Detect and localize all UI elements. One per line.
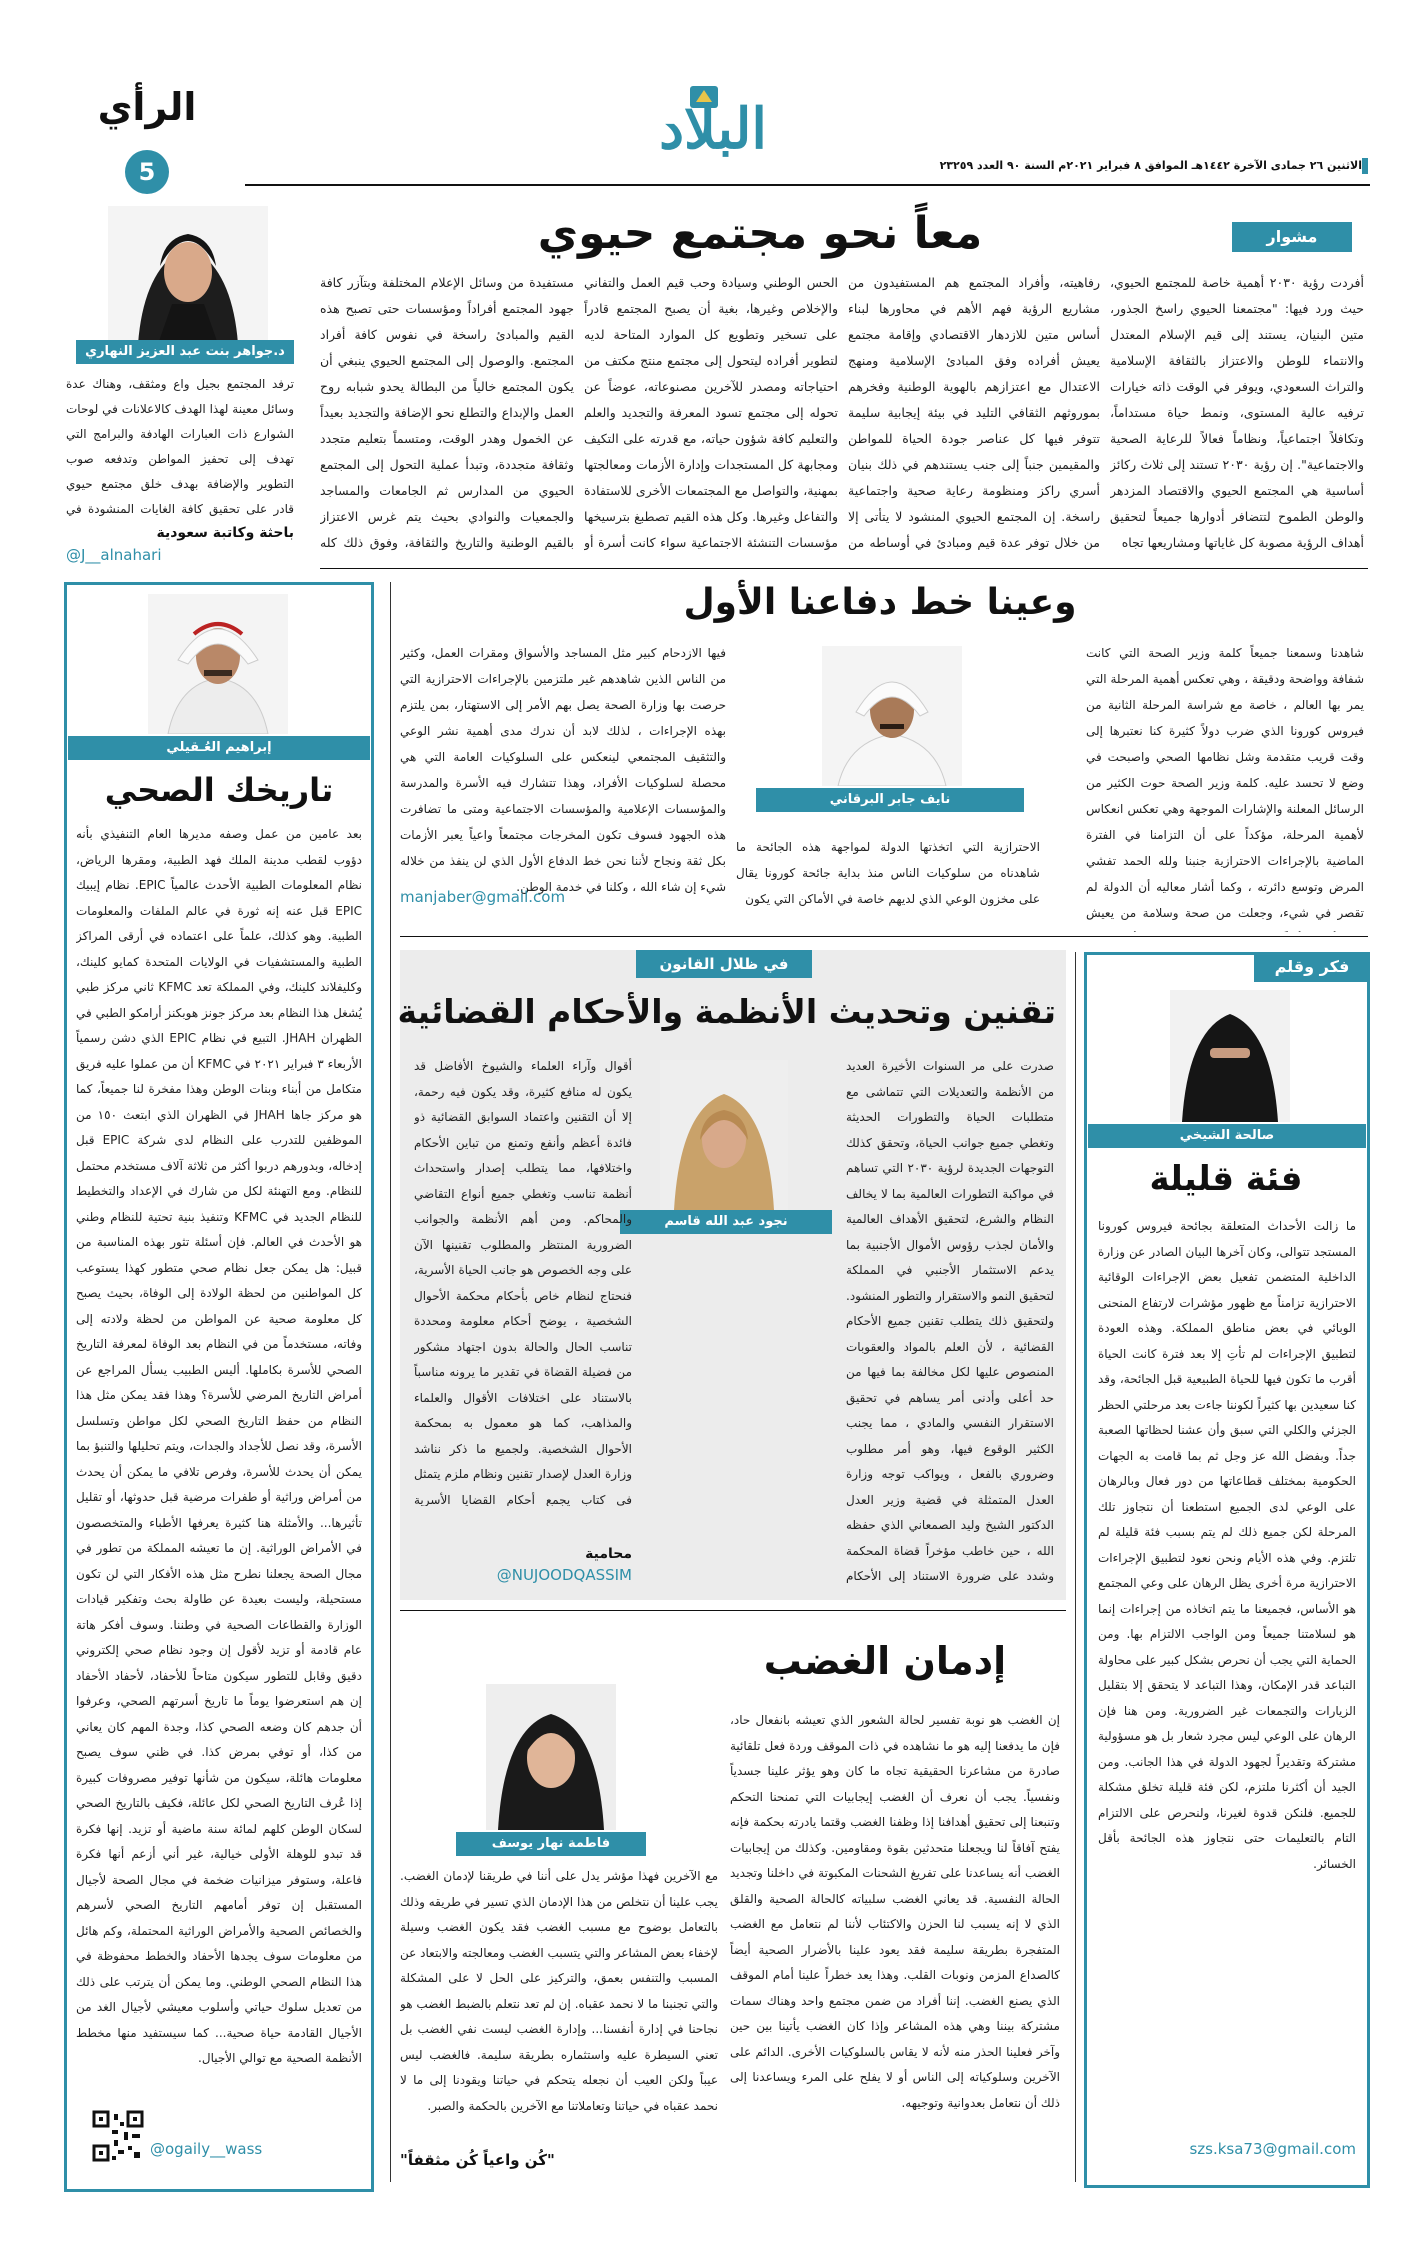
article5-author: نجود عبد الله قاسم [620,1210,832,1234]
logo [638,82,788,162]
article3-photo [148,594,288,734]
page-number: 5 [125,150,169,194]
date-line-accent [1362,158,1368,174]
article6-col-right: إن الغضب هو نوبة تفسير لحالة الشعور الذي تعيشه بانفعال حاد، فإن ما يدفعنا إليه هو ما نشاهده في ذات الموقف وردة فعل تلقائية صادرة من مشاعرنا الحقيقية تجاه ما كان وهو يؤثر علينا جسدياً ونفسياً. يجب أن نعرف أن الغضب إيجابيات التي تمنحنا التحكم وتنبعنا إلى تحقيق أهدافنا إذا وظفنا الغضب وقتما يادرته بحكمة فإنه يفتح آفاقاً لنا ويجعلنا متحدثين بقوة ومقاومين. وكذلك من إيجابيات الغضب أنه يساعدنا على تفريغ الشحنات المكبوتة في داخلنا وتجديد الحالة النفسية. قد يعاني الغضب سلبياته كالحالة الصحية والقلق الذي لا إنه يسبب لنا الحزن والاكتئاب لأننا لم نتعامل مع الغضب المتفجرة بطريقة سليمة فقد يعود علينا بالأضرار الصحية أيضاً كالصداع المزمن ونوبات القلب. وهذا يعد خطراً علينا أمام الموقف الذي يصنع الغضب. إننا أفراد من ضمن مجتمع واحد وهناك سمات مشتركة بيننا وهي هذه المشاعر وإذا كان الغضب يأتينا بين حين وآخر فعلينا الحذر منه لأنه لا يقاس بالسلوكيات الأخرى. الدائم على الآخرين وسلوكياته إلى الناس أو لا يفلح على المرء ويساعدنا إلى ذلك أن نتعامل بعدوانية وتوجيهه. [730,1713,1060,2110]
columnist-photo [108,206,268,344]
article2-col-left: فيها الازدحام كبير مثل المساجد والأسواق ومقرات العمل، وكثير من الناس الذين شاهدهم غير ملتزمين بالإجراءات الاحترازية التي حرصت بها وزارة الصحة يصل بهم الأمر إلى الاستهتار، بمن يلتزم بهذه الإجراءات ، لذلك لابد أن ندرك مدى أهمية نشر الوعي والتثقيف المجتمعي لينعكس على السلوكيات العامة التي هي محصلة لسلوكيات الأفراد، وهذا تتشارك فيه الأسرة والمدرسة والمؤسسات الإعلامية والمؤسسات الاجتماعية ومتى ما تضافرت هذه الجهود فسوف تكون المخرجات مجتمعاً واعياً يعبر الأزمات بكل ثقة ونجاح لأننا نحن خط الدفاع الأول الذي لن ينفذ من خلاله شيء إن شاء الله ، وكلنا في خدمة الوطن. [400,646,726,894]
masthead-rule [245,184,1370,186]
article3-body: بعد عامين من عمل وصفه مديرها العام التنفيذي بأنه دؤوب لقطب مدينة الملك فهد الطبية، ومقرها الرياض، نظام المعلومات الطبية الأحدث عالمياً EPIC. نظام إيبيك EPIC قبل عنه إنه ثورة في عالم الملفات والمعلومات الطبية. وهو كذلك، علماً على اعتماده في أرقى المراكز الطبية والمستشفيات في الولايات المتحدة كمايو كلينك، وكليفلاند كلينك، وفي المملكة تعد KFMC ثاني مركز طبي يُشغل هذا النظام بعد مركز جونز هوبكنز أرامكو الطبي في الظهران JHAH. التبيع في نظام EPIC الذي دشن رسمياً الأربعاء ٣ فبراير ٢٠٢١ في KFMC أن من عملوا عليه فريق متكامل من أبناء وبنات الوطن وهذا مفخرة لنا جميعاً، كما هو مركز جاها JHAH في الظهران الذي ابتعث ١٥٠ من الموظفين للتدرب على النظام لدى شركة EPIC قبل إدخاله، وبدورهم دربوا أكثر من ثلاثة آلاف مستخدم محتمل للنظام. ومع التهنئة لكل من شارك في الإعداد والتخطيط للنظام الجديد في KFMC وتنفيذ بنية تحتية للنظام وطني هو الأحدث في العالم. فإن أسئلة تثور بهذه المناسبة من قبيل: هل يمكن جعل نظام صحي متطور كهذا يستوعب كل المواطنين من لحظة الولادة إلى الوفاة، بحيث يصبح كل معلومة صحية عن المواطن من لحظة ولادته إلى وفاته، مستخدماً من في النظام بعد الوفاة لمعرفة التاريخ الصحي للأسرة بكاملها. أليس الطبيب يسأل المراجع عن أمراض التاريخ المرضي للأسرة؟ وهذا فقد يمكن مثل هذا النظام من حفظ التاريخ الصحي لكل مواطن وتسلسل الأسرة، وقد نصل للأجداد والجدات، ويتم تحليلها والتنبؤ بما يمكن أن يحدث للأسرة، وفرص تلافي ما يمكن أن يحدث من أمراض وراثية أو طفرات مرضية قبل حدوثها، أو تقليل تأثيرها... والأمثلة هنا كثيرة يعرفها الأطباء والمتخصصون في الأمراض الوراثية. إن ما تعيشه المملكة من تطور في مجال الصحة يجعلنا نطرح مثل هذه الأفكار التي لن تكون مستحيلة، وليست بعيدة عن طاولة بحث وتفكير قيادات الوزارة والقطاعات الصحية في وطننا. وسوف أفكر هاتة عام قادمة أو تزيد لأقول إن وجود نظام صحي إلكتروني دقيق وقابل للتطور سيكون متاحاً للأحفاد، لأحفاد الأحفاد إن هم استعرضوا يوماً ما تاريخ أسرتهم الصحي، وعرفوا أن جدهم كان وضعه الصحي كذا، وجدة المهم كان يعاني من كذا، أو توفي بمرض كذا. في ظني سوف يصبح معلومات هائلة، سيكون من شأنها توفير مصروفات كبيرة إذا عُرف التاريخ الصحي لكل عائلة، فكيف بالتاريخ الصحي لسكان الوطن كلهم لمائة سنة ماضية أو تزيد. إنها فكرة قد تبدو للوهلة الأولى خيالية، غير أني أزعم أنها فكرة فاعلة، وستوفر ميزانيات ضخمة في مجال الصحة لأجيال المستقبل إن توفر أمامهم التاريخ الصحي لأسرهم والخصائص الصحية والأمراض الوراثية المحتملة، وكم هائل من معلومات سوف يجدها الأحفاد والخطط محفوظة في هذا النظام الصحي الوطني. وما يمكن أن يترتب على ذلك من تعديل سلوك حياتي وأسلوب معيشي لأجيال الغد من الأجيال القادمة حياة صحية... كما سيستفيد منها مخطط الأنظمة الصحية مع توالي الأجيال. [76,827,362,2065]
article1-col2: رفاهيته، وأفراد المجتمع هم المستفيدون من مشاريع الرؤية فهم الأهم في محاورها لبناء أساس متين للازدهار الاقتصادي وإقامة مجتمع يعيش أفراده وفق المبادئ الإسلامية ومنهج الاعتدال مع اعتزازهم بالهوية الوطنية وفخرهم بموروثهم الثقافي التليد في بيئة إيجابية سليمة تتوفر فيها كل عناصر جودة الحياة للمواطن والمقيمين جنباً إلى جنب يستندهم في ذلك بنيان أسري راكز ومنظومة رعاية صحية واجتماعية راسخة. إن المجتمع الحيوي المنشود لا يتأتى إلا من خلال توفر عدة قيم ومبادئ في أوساطه من [848,275,1100,550]
article1-title: معاً نحو مجتمع حيوي [537,208,983,259]
separator [390,582,391,2182]
article4-tag: فكر وقلم [1254,952,1370,982]
article5-bottom-rule [400,1610,1066,1611]
qr-code[interactable] [92,2110,144,2162]
article2-email[interactable]: manjaber@gmail.com [400,888,566,906]
article6-author: فاطمة نهار يوسف [456,1832,646,1856]
article4-body: ما زالت الأحداث المتعلقة بجائحة فيروس كورونا المستجد تتوالى، وكان آخرها البيان الصادر عن وزارة الداخلية المتضمن تفعيل بعض الإجراءات الوقائية الاحترازية تزامناً مع ظهور مؤشرات لارتفاع المنحنى الوبائي في بعض مناطق المملكة. وهذه العودة لتطبيق الإجراءات لم تأتِ إلا بعد فترة كانت الحياة أقرب ما تكون فيها للحياة الطبيعية قبل الجائحة، وقد كنا سعيدين بها كثيراً لكوننا جاءت بعد مرحلتي الحظر الجزئي والكلي التي سبق وأن عشنا لحظاتها الصعبة جداً. وبفضل الله عز وجل ثم بما قامت به الجهات الحكومية بمختلف قطاعاتها من دور فعال وبالرهان على الوعي لدى الجميع استطعنا أن نتجاوز تلك المرحلة لكن جميع ذلك لم يتم بسبب فئة قليلة لم تلتزم. وفي هذه الأيام ونحن نعود لتطبيق الإجراءات الاحترازية مرة أخرى يظل الرهان على وعي المجتمع هو الأساس، فجميعنا ما يتم اتخاذه من إجراءات إنما هو لسلامتنا جميعاً ومن الواجب الالتزام بها. ومن الحماية التي يجب أن نحرص بشكل كبير على محاولة التباعد قدر الإمكان، وهذا التباعد لا يتحقق إلا بتقليل الزيارات والتجمعات غير الضرورية. ومن هنا فإن الرهان على الوعي ليس مجرد شعار بل هو مسؤولية مشتركة وتقديراً لجهود الدولة في هذا الجانب. ومن الجيد أن أكثرنا ملتزم، لكن فئة قليلة تخلق مشكلة للجميع. فلنكن قدوة لغيرنا، ولنحرص على الالتزام التام بالتعليمات حتى نتجاوز هذه الجائحة بأقل الخسائر. [1098,1219,1356,1871]
article5-role: محامية [585,1546,632,1562]
article2-col-right: شاهدنا وسمعنا جميعاً كلمة وزير الصحة التي كانت شفافة وواضحة ودقيقة ، وهي تعكس أهمية المرحلة التي يمر بها العالم ، خاصة مع شراسة المرحلة الثانية من فيروس كورونا الذي ضرب دولاً كثيرة كنا نعتبرها إلى وقت قريب متقدمة وشل نظامها الصحي واصبحت في وضع لا تحسد عليه. كلمة وزير الصحة حوت الكثير من الرسائل المعلنة والإشارات الموجهة وهي تعكس انعكاس لأهمية المرحلة، مؤكداً على أن التزامنا في الفترة الماضية بالإجراءات الاحترازية جنبنا ولله الحمد تفشي المرض وتوسع دائرته ، وكما أشار معاليه أن الدولة لم تقصر في شيء، وجعلت من صحة وسلامة من يعيش [1086,646,1364,920]
article1-tag: مشوار [1232,222,1352,252]
article4-email[interactable]: szs.ksa73@gmail.com [1189,2140,1356,2158]
article2-title: وعينا خط دفاعنا الأول [683,582,1077,623]
article4-title: فئة قليلة [1149,1159,1303,1199]
article3-author: إبراهيم العُـقيلي [68,736,370,760]
columnist-name: د.جواهر بنت عبد العزيز النهاري [76,340,294,364]
article2-photo [822,646,962,786]
article6-title: إدمان الغضب [763,1639,1007,1683]
article6-photo [486,1684,616,1830]
article5-tag: في ظلال القانون [636,950,812,978]
article1-col1: أفردت رؤية ٢٠٣٠ أهمية خاصة للمجتمع الحيوي، حيث ورد فيها: "مجتمعنا الحيوي راسخ الجذور، متين البنيان، يستند إلى قيم الإسلام المعتدل والانتماء للوطن والاعتزاز بالثقافة الإسلامية والتراث السعودي، ويوفر في الوقت ذاته خيارات ترفيه عالية المستوى، ونمط حياة مستداماً، وتكافلاً اجتماعياً، ونظاماً فعالاً للرعاية الصحية والاجتماعية". إن رؤية ٢٠٣٠ تستند إلى ثلاث ركائز أساسية هي المجتمع الحيوي والاقتصاد المزدهر والوطن الطموح لتتضافر أدوارها جميعاً لتحقيق أهداف الرؤية مصوبة كل غاياتها ومشاريعها تجاه [1110,275,1364,550]
columnist-handle[interactable]: @J__alnahari [66,546,162,564]
article2-bottom-rule [400,936,1368,937]
qr-code-icon [92,2110,144,2162]
columnist-bio: ترفد المجتمع بجيل واع ومثقف، وهناك عدة وسائل معينة لهذا الهدف كالاعلانات في لوحات الشوارع ذات العبارات الهادفة والبرامج التي تهدف إلى تحفيز المواطن وتدفعه صوب التطوير والإضافة بهدف خلق مجتمع حيوي قادر على تحقيق كافة الغايات المنشودة في [66,377,294,516]
article6-quote: "كُن واعياً كُن مثقفاً" [400,2151,555,2169]
article5-col-left: أقوال وآراء العلماء والشيوخ الأفاضل قد يكون له منافع كثيرة، وقد يكون فيه رحمة، إلا أن التقنين واعتماد السوابق القضائية ذو فائدة أعظم وأنفع وتمنع من تباين الأحكام واختلافها، مما يتطلب إصدار واستحداث أنظمة تناسب وتغطي جميع أنواع التقاضي والمحاكم. ومن أهم الأنظمة والجوانب الضرورية المنتظر والمطلوب تقنينها الآن على وجه الخصوص هو جانب الحياة الأسرية، فنحتاج لنظام خاص بأحكام محكمة الأحوال الشخصية ، يوضح أحكام معلومة ومحددة تناسب الحال والحالة بدون اجتهاد مشكور من فضيلة القضاة في تقدير ما يرونه مناسباً بالاستناد على اختلافات الأقوال والعلماء والمذاهب، كما هو معمول به بمحكمة الأحوال الشخصية. ولجميع ما ذكر نناشد وزارة العدل لإصدار تقنين ونظام ملزم يتمثل في كتاب يجمع أحكام القضايا الأسرية [414,1059,632,1506]
columnist-role: باحثة وكاتبة سعودية [156,525,294,541]
article5-col-right: صدرت على مر السنوات الأخيرة العديد من الأنظمة والتعديلات التي تتماشى مع متطلبات الحياة والتطورات الحديثة وتغطي جميع جوانب الحياة، وتحقق كذلك التوجهات الجديدة لرؤية ٢٠٣٠ التي تساهم في مواكبة التطورات العالمية بما لا يخالف النظام والشرع، لتحقيق الأهداف العالمية والأمان لجذب رؤوس الأموال الأجنبية بما يدعم الاستثمار الأجنبي في المملكة لتحقيق النمو والاستقرار والتطور المنشود. ولتحقيق ذلك يتطلب تقنين جميع الأحكام القضائية ، لأن العلم بالمواد والعقوبات المنصوص عليها لكل مخالفة بما فيها من حد أعلى وأدنى أمر يساهم في تحقيق الاستقرار النفسي والمادي ، مما يجنب الكثير الوقوع فيها، وهو أمر مطلوب وضروري بالفعل ، ويواكب توجه وزارة العدل المتمثلة في قضية وزير العدل الدكتور الشيخ وليد الصمعاني الذي حفظه الله ، حين خاطب مؤخراً قضاة المحكمة وشدد على ضرورة الاستناد إلى الأحكام [846,1059,1054,1583]
article4-photo [1170,990,1290,1122]
article3-handle[interactable]: @ogaily__wass [150,2140,263,2158]
logo-text: البلاد [659,96,767,162]
article6-col-left: مع الآخرين فهذا مؤشر يدل على أننا في طريقنا لإدمان الغضب. يجب علينا أن نتخلص من هذا الإدمان الذي تسير في طريقه وذلك بالتعامل بوضوح مع مسبب الغضب فقد يكون الغضب وسيلة لإخفاء بعض المشاعر والتي يتسبب الغضب ومعالجته والابتعاد عن المسبب والتنفس بعمق، والتركيز على الحل لا على المشكلة والتي تجنبنا ما لا نحمد عقباه. إن لم تعد نتعلم بالضبط الغضب هو نجاحنا في إدارة أنفسنا... وإدارة الغضب ليست نفي الغضب بل تعني السيطرة عليه واستثماره بطريقة سليمة. فالغضب ليس عيباً ولكن العيب أن نجعله يتحكم في حياتنا ويقودنا إلى ما لا نحمد عقباه في حياتنا وتعاملاتنا مع الآخرين بالحكمة والصبر. [400,1869,718,2113]
masthead [0,0,1420,200]
article5-title: تقنين وتحديث الأنظمة والأحكام القضائية [397,992,1056,1031]
article4-author: صالحة الشيخي [1088,1124,1366,1148]
article5-photo [660,1060,788,1210]
article2-author: نايف جابر البرقاني [756,788,1024,812]
article5-handle[interactable]: @NUJOODQASSIM [496,1566,632,1584]
date-line: الاثنين ٢٦ جمادى الآخرة ١٤٤٢هـ الموافق ٨ فبراير ٢٠٢١م السنة ٩٠ العدد ٢٣٢٥٩ [939,159,1362,172]
section-title: الرأي [97,85,197,129]
article1-bottom-rule [320,568,1368,569]
article1-col4: مستفيدة من وسائل الإعلام المختلفة وبتآزر كافة جهود المجتمع أفراداً ومؤسسات حتى تصبح هذه القيم والمبادئ راسخة في نفوس كافة أفراد المجتمع. والوصول إلى المجتمع الحيوي ينبغي أن يكون المجتمع خالياً من البطالة يحدو شبابه روح العمل والإبداع والتطلع نحو الإضافة والتجديد بعيداً عن الخمول وهدر الوقت، ومتسماً بتعليم متجدد وثقافة متجددة، وتبدأ عملية التحول إلى المجتمع الحيوي من المدارس ثم الجامعات والمساجد والجمعيات والنوادي بحيث يتم غرس الاعتزاز بالقيم الوطنية والتاريخ والثقافة، وفوق ذلك كله [320,275,574,550]
separator [1075,952,1076,2182]
article2-col-mid: الاحترازية التي اتخذتها الدولة لمواجهة هذه الجائحة ما شاهدناه من سلوكيات الناس منذ بداية جائحة كورونا يقال على مخزون الوعي الذي لديهم خاصة في الأماكن التي يكون [736,840,1040,906]
article3-title: تاريخك الصحي [104,771,334,809]
article1-col3: الحس الوطني وسيادة وحب قيم العمل والتفاني والإخلاص وغيرها، بغية أن يصبح المجتمع قادراً على تسخير وتطويع كل الموارد المتاحة لديه لتطوير أفراده ليتحول إلى مجتمع منتج مكتف من احتياجاته ومصدر للآخرين مصنوعاته، عوضاً عن تحوله إلى مجتمع تسود المعرفة والتجديد والعلم والتعليم كافة شؤون حياته، مع قدرته على التكيف ومجابهة كل المستجدات وإدارة الأزمات ومعالجتها بمهنية، والتواصل مع المجتمعات الأخرى للاستفادة والتفاعل وغيرها. وكل هذه القيم تصطبغ بترسيخها مؤسسات التنشئة الاجتماعية سواء كانت أسرة أو [584,275,838,550]
